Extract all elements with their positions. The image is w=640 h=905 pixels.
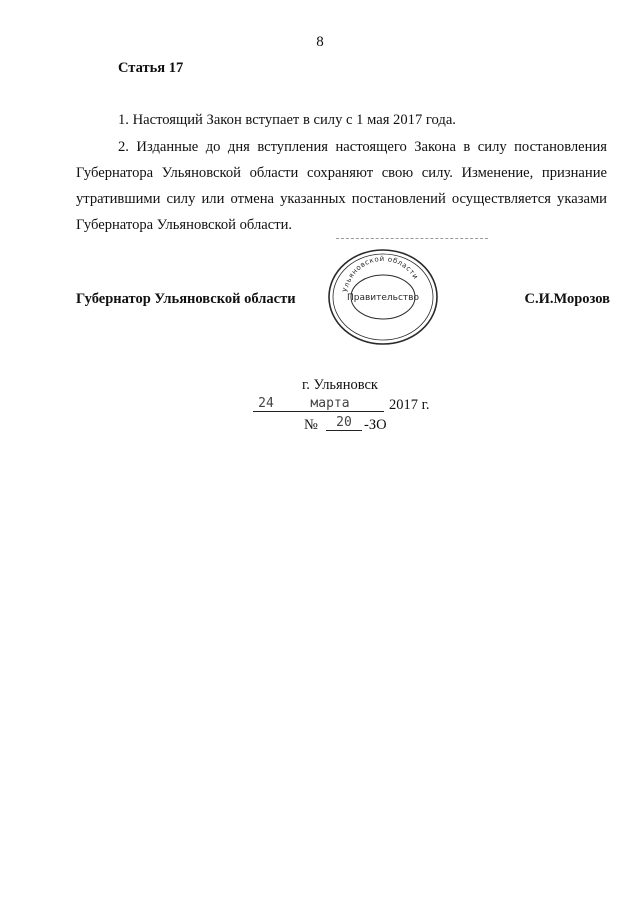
- date-day: 24: [253, 396, 279, 412]
- law-number-row: [304, 417, 424, 439]
- svg-text:Ульяновской области: [341, 255, 419, 293]
- seal-ring-text: Ульяновской области: [341, 254, 420, 293]
- signature-line: [336, 238, 488, 239]
- paragraph-2: 2. Изданные до дня вступления настоящего Закона в силу постановления Губернатора Ульяновской области сохраняют свою силу. Изменение, признание утратившими силу или отмена указанных постановлений осуществляется указами Губернатора Ульяновской области.: [76, 139, 607, 233]
- city: г. Ульяновск: [302, 377, 378, 393]
- seal-center-text: Правительство: [347, 293, 419, 303]
- number-sign: №: [304, 417, 318, 433]
- official-seal: [325, 247, 441, 347]
- paragraph-1: 1. Настоящий Закон вступает в силу с 1 мая 2017 года.: [118, 112, 456, 128]
- page-number: 8: [316, 34, 324, 50]
- article-title: Статья 17: [118, 60, 184, 76]
- date-month: марта: [276, 396, 384, 412]
- date-year: 2017 г.: [389, 397, 430, 413]
- law-number-suffix: -ЗО: [364, 417, 387, 433]
- signatory-name: С.И.Морозов: [524, 291, 610, 307]
- law-number: 20: [326, 415, 362, 431]
- signatory-title: Губернатор Ульяновской области: [76, 291, 296, 307]
